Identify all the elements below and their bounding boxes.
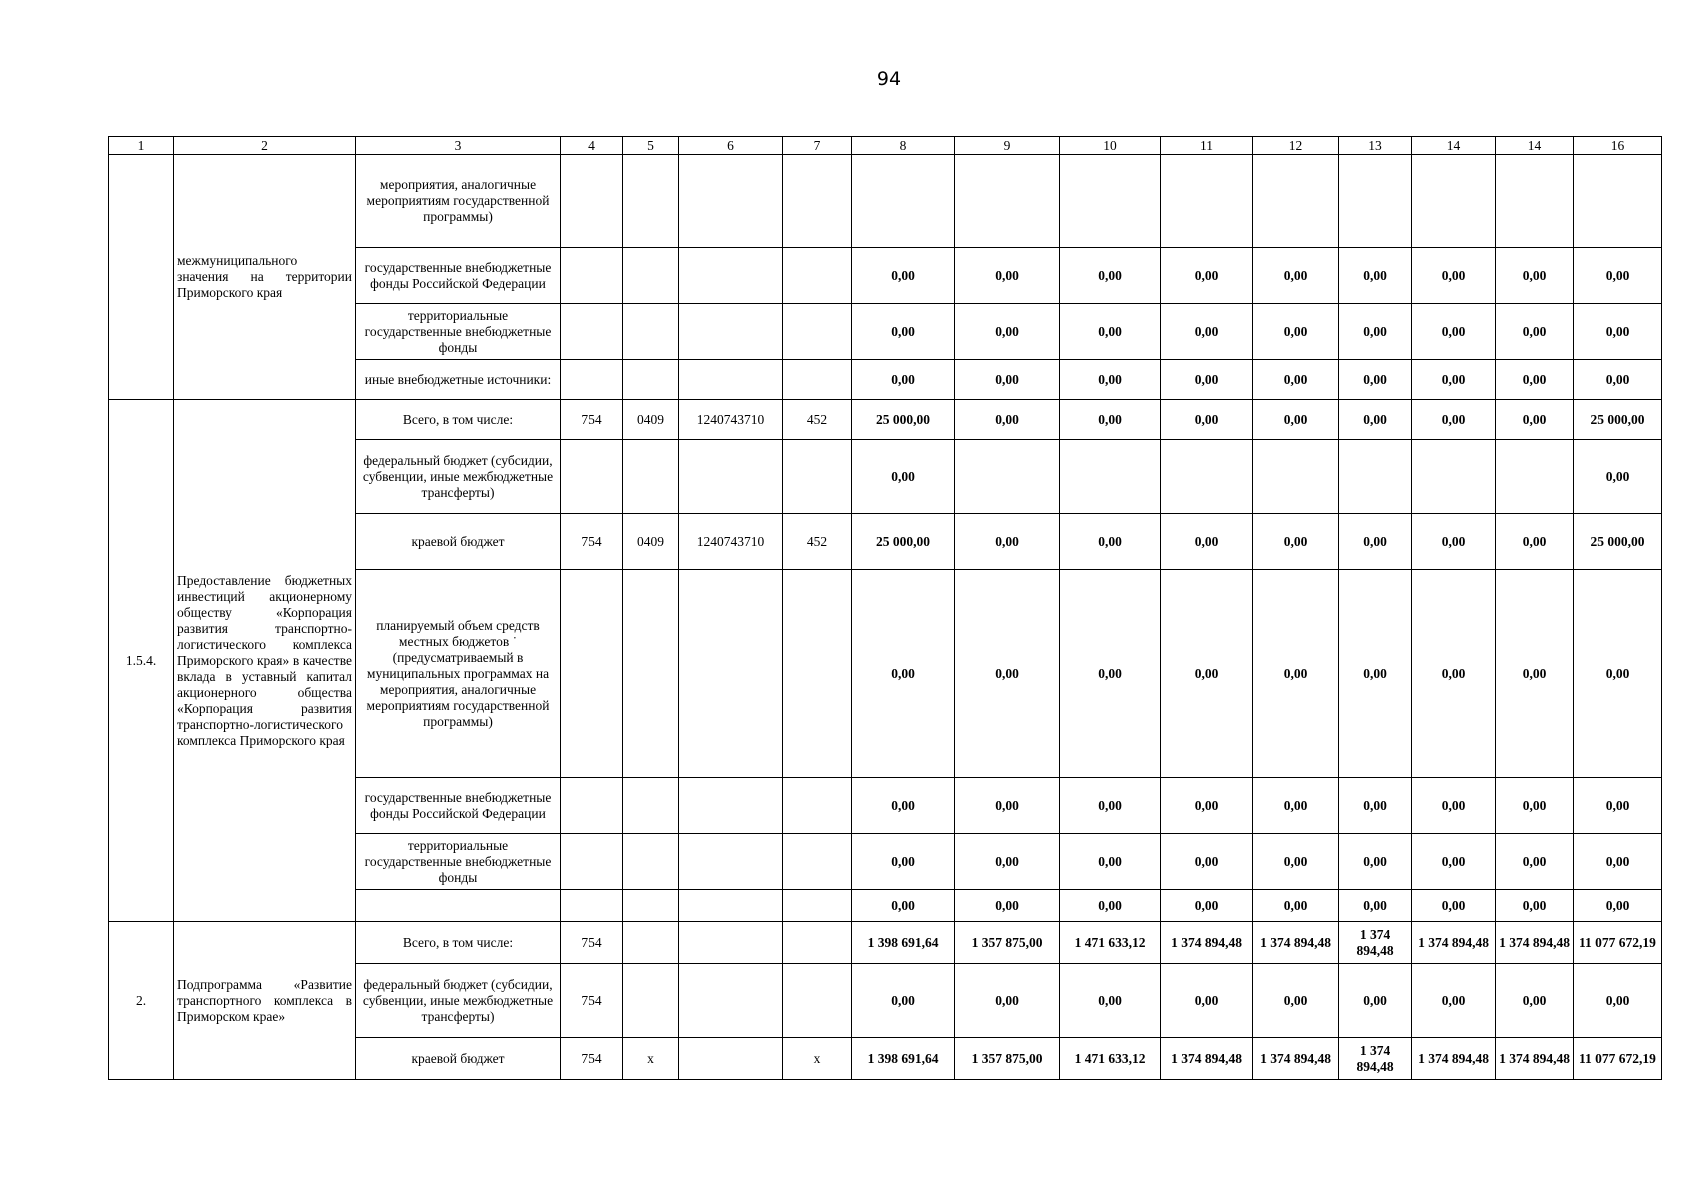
- value-cell: 0,00: [852, 834, 955, 890]
- value-cell: 0,00: [1253, 304, 1339, 360]
- value-cell: 0,00: [1496, 964, 1574, 1038]
- value-cell: 1 374 894,48: [1253, 1038, 1339, 1080]
- value-cell: 0,00: [1161, 360, 1253, 400]
- value-cell: 0,00: [1496, 890, 1574, 922]
- value-cell: 0,00: [1412, 778, 1496, 834]
- value-cell: 0,00: [1412, 304, 1496, 360]
- source-other: иные внебюджетные источники:: [356, 360, 561, 400]
- value-cell: 0,00: [1496, 570, 1574, 778]
- value-cell: 0,00: [1412, 248, 1496, 304]
- value-cell: 0,00: [1339, 964, 1412, 1038]
- header-row: [109, 137, 1662, 155]
- source-state-funds: государственные внебюджетные фонды Российской Федерации: [356, 248, 561, 304]
- value-cell: 0,00: [1161, 890, 1253, 922]
- value-cell: 0,00: [1574, 360, 1662, 400]
- value-cell: 0,00: [1496, 514, 1574, 570]
- value-cell: 0,00: [1253, 360, 1339, 400]
- value-cell: 0,00: [1339, 890, 1412, 922]
- value-cell: 0,00: [1253, 514, 1339, 570]
- value-cell: 0,00: [1161, 248, 1253, 304]
- value-cell: 0,00: [1574, 248, 1662, 304]
- value-cell: 11 077 672,19: [1574, 1038, 1662, 1080]
- value-cell: 0,00: [1574, 570, 1662, 778]
- value-cell: 0,00: [1253, 834, 1339, 890]
- value-cell: 0,00: [1496, 360, 1574, 400]
- value-cell: 0,00: [1161, 514, 1253, 570]
- code-csr: 1240743710: [679, 400, 783, 440]
- value-cell: 0,00: [955, 360, 1060, 400]
- value-cell: 0,00: [1253, 778, 1339, 834]
- value-cell: 0,00: [1496, 778, 1574, 834]
- code-vr: 452: [783, 400, 852, 440]
- value-cell: 0,00: [1060, 304, 1161, 360]
- col-header-12: 12: [1253, 137, 1339, 155]
- value-cell: 0,00: [1412, 964, 1496, 1038]
- source-federal: федеральный бюджет (субсидии, субвенции, иные межбюджетные трансферты): [356, 964, 561, 1038]
- value-cell: 0,00: [1574, 778, 1662, 834]
- value-cell: 0,00: [1339, 778, 1412, 834]
- table-row: [109, 922, 1662, 964]
- value-cell: 0,00: [852, 304, 955, 360]
- col-header-7: 7: [783, 137, 852, 155]
- value-cell: 0,00: [1412, 514, 1496, 570]
- value-cell: 0,00: [1496, 834, 1574, 890]
- value-cell: 0,00: [1161, 304, 1253, 360]
- value-cell: 0,00: [852, 964, 955, 1038]
- value-cell: 0,00: [1060, 964, 1161, 1038]
- value-cell: 0,00: [852, 570, 955, 778]
- source-local-budget: планируемый объем средств местных бюджетов ˙ (предусматриваемый в муниципальных программах на мероприятия, аналогичные мероприятиям государственной программы): [356, 570, 561, 778]
- value-cell: 0,00: [955, 778, 1060, 834]
- value-cell: 0,00: [1412, 360, 1496, 400]
- value-cell: 0,00: [1412, 890, 1496, 922]
- col-header-9: 9: [955, 137, 1060, 155]
- value-cell: 0,00: [1253, 964, 1339, 1038]
- col-header-8: 8: [852, 137, 955, 155]
- col-header-14: 14: [1412, 137, 1496, 155]
- value-cell: 0,00: [955, 514, 1060, 570]
- col-header-5: 5: [623, 137, 679, 155]
- value-cell: 1 374 894,48: [1412, 922, 1496, 964]
- value-cell: 0,00: [1060, 570, 1161, 778]
- value-cell: 0,00: [1339, 570, 1412, 778]
- value-cell: 0,00: [1412, 400, 1496, 440]
- measure-name: Подпрограмма «Развитие транспортного комплекса в Приморском крае»: [174, 922, 356, 1080]
- code-gr: 754: [561, 514, 623, 570]
- value-cell: 1 374 894,48: [1161, 1038, 1253, 1080]
- value-cell: 0,00: [1253, 248, 1339, 304]
- value-cell: 0,00: [1496, 400, 1574, 440]
- col-header-13: 13: [1339, 137, 1412, 155]
- code-gr: 754: [561, 400, 623, 440]
- value-cell: 0,00: [1574, 834, 1662, 890]
- value-cell: 0,00: [1060, 360, 1161, 400]
- code-gr: 754: [561, 964, 623, 1038]
- source-local-budget: мероприятия, аналогичные мероприятиям государственной программы): [356, 155, 561, 248]
- value-cell: 1 374 894,48: [1253, 922, 1339, 964]
- code-rz: 0409: [623, 400, 679, 440]
- value-cell: 0,00: [1339, 248, 1412, 304]
- source-total: Всего, в том числе:: [356, 922, 561, 964]
- value-cell: 0,00: [955, 890, 1060, 922]
- value-cell: 0,00: [1060, 400, 1161, 440]
- value-cell: 0,00: [1496, 304, 1574, 360]
- value-cell: 0,00: [1574, 440, 1662, 514]
- row-number: 2.: [109, 922, 174, 1080]
- measure-name: межмуниципального значения на территории Приморского края: [174, 155, 356, 400]
- value-cell: 0,00: [955, 964, 1060, 1038]
- value-cell: 1 357 875,00: [955, 1038, 1060, 1080]
- value-cell: 0,00: [1060, 834, 1161, 890]
- value-cell: 1 374 894,48: [1412, 1038, 1496, 1080]
- value-cell: 1 471 633,12: [1060, 922, 1161, 964]
- value-cell: 1 471 633,12: [1060, 1038, 1161, 1080]
- col-header-1: 1: [109, 137, 174, 155]
- value-cell: 0,00: [852, 778, 955, 834]
- code-csr: 1240743710: [679, 514, 783, 570]
- value-cell: 0,00: [1060, 514, 1161, 570]
- value-cell: 0,00: [1496, 248, 1574, 304]
- value-cell: 25 000,00: [852, 514, 955, 570]
- value-cell: 0,00: [1060, 248, 1161, 304]
- value-cell: 0,00: [852, 440, 955, 514]
- source-regional: краевой бюджет: [356, 514, 561, 570]
- value-cell: 0,00: [1412, 570, 1496, 778]
- value-cell: 0,00: [1253, 570, 1339, 778]
- page-number: 94: [876, 68, 902, 90]
- value-cell: 1 398 691,64: [852, 1038, 955, 1080]
- value-cell: 0,00: [1161, 834, 1253, 890]
- table-row: [109, 155, 1662, 248]
- value-cell: 0,00: [1339, 360, 1412, 400]
- value-cell: 0,00: [1574, 964, 1662, 1038]
- value-cell: 0,00: [955, 400, 1060, 440]
- table-row: [109, 400, 1662, 440]
- value-cell: 0,00: [1161, 400, 1253, 440]
- value-cell: 0,00: [955, 570, 1060, 778]
- source-empty: [356, 890, 561, 922]
- value-cell: 0,00: [1253, 890, 1339, 922]
- col-header-11: 11: [1161, 137, 1253, 155]
- value-cell: 1 374 894,48: [1496, 922, 1574, 964]
- source-federal: федеральный бюджет (субсидии, субвенции, иные межбюджетные трансферты): [356, 440, 561, 514]
- value-cell: 0,00: [1060, 778, 1161, 834]
- source-territorial-funds: территориальные государственные внебюджетные фонды: [356, 834, 561, 890]
- source-regional: краевой бюджет: [356, 1038, 561, 1080]
- value-cell: 0,00: [1253, 400, 1339, 440]
- value-cell: 11 077 672,19: [1574, 922, 1662, 964]
- row-number: 1.5.4.: [109, 400, 174, 922]
- value-cell: 1 357 875,00: [955, 922, 1060, 964]
- value-cell: 0,00: [1574, 890, 1662, 922]
- value-cell: 1 374 894,48: [1161, 922, 1253, 964]
- measure-name: Предоставление бюджетных инвестиций акционерному обществу «Корпорация развития транспортно-логистического комплекса Приморского края» в качестве вклада в уставный капитал акционерного общества «Корпорация развития транспортно-логистического комплекса Приморского края: [174, 400, 356, 922]
- value-cell: 1 374 894,48: [1339, 922, 1412, 964]
- source-total: Всего, в том числе:: [356, 400, 561, 440]
- col-header-16: 16: [1574, 137, 1662, 155]
- source-territorial-funds: территориальные государственные внебюджетные фонды: [356, 304, 561, 360]
- col-header-14b: 14: [1496, 137, 1574, 155]
- code-rz: 0409: [623, 514, 679, 570]
- value-cell: 25 000,00: [852, 400, 955, 440]
- value-cell: 0,00: [1339, 514, 1412, 570]
- value-cell: 0,00: [852, 248, 955, 304]
- value-cell: 0,00: [1339, 304, 1412, 360]
- value-cell: 0,00: [1574, 304, 1662, 360]
- value-cell: 1 374 894,48: [1496, 1038, 1574, 1080]
- col-header-4: 4: [561, 137, 623, 155]
- value-cell: 0,00: [1161, 570, 1253, 778]
- value-cell: 25 000,00: [1574, 514, 1662, 570]
- code-vr: x: [783, 1038, 852, 1080]
- value-cell: 1 398 691,64: [852, 922, 955, 964]
- col-header-6: 6: [679, 137, 783, 155]
- code-rz: x: [623, 1038, 679, 1080]
- value-cell: 0,00: [955, 248, 1060, 304]
- value-cell: 0,00: [1161, 778, 1253, 834]
- value-cell: 0,00: [955, 304, 1060, 360]
- value-cell: 0,00: [955, 834, 1060, 890]
- value-cell: 0,00: [1412, 834, 1496, 890]
- code-gr: 754: [561, 1038, 623, 1080]
- value-cell: 0,00: [852, 360, 955, 400]
- code-gr: 754: [561, 922, 623, 964]
- value-cell: 0,00: [852, 890, 955, 922]
- budget-table: [108, 136, 1662, 1080]
- value-cell: 25 000,00: [1574, 400, 1662, 440]
- row-number-cell: [109, 155, 174, 400]
- value-cell: 0,00: [1339, 400, 1412, 440]
- value-cell: 0,00: [1161, 964, 1253, 1038]
- value-cell: 0,00: [1339, 834, 1412, 890]
- col-header-2: 2: [174, 137, 356, 155]
- col-header-3: 3: [356, 137, 561, 155]
- code-vr: 452: [783, 514, 852, 570]
- value-cell: 0,00: [1060, 890, 1161, 922]
- col-header-10: 10: [1060, 137, 1161, 155]
- value-cell: 1 374 894,48: [1339, 1038, 1412, 1080]
- source-state-funds: государственные внебюджетные фонды Российской Федерации: [356, 778, 561, 834]
